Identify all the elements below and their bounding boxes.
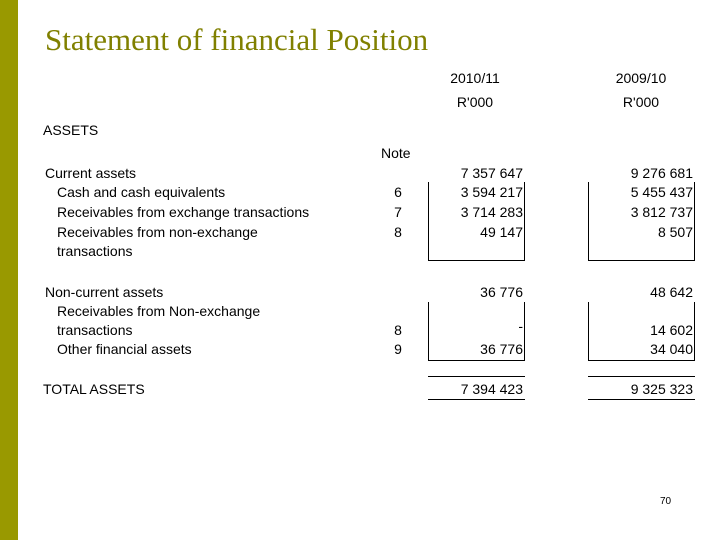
row-label-continued: transactions (57, 322, 133, 338)
total-underline-2011 (428, 399, 525, 400)
bracket-bottom-2011 (428, 260, 525, 261)
row-label: Cash and cash equivalents (57, 184, 226, 200)
row-value-2011: - (518, 318, 523, 334)
bracket-right-2011 (524, 302, 525, 360)
row-note: 9 (394, 341, 402, 357)
row-value-2010: 34 040 (650, 341, 693, 357)
row-note: 7 (394, 204, 402, 220)
row-value-2011: 36 776 (480, 341, 523, 357)
total-line-2010 (588, 376, 695, 377)
row-value-2010: 14 602 (650, 322, 693, 338)
row-value-2011: 3 714 283 (460, 204, 523, 220)
col-2010-unit: R'000 (622, 94, 660, 110)
row-note: 8 (394, 322, 402, 338)
row-note: 6 (394, 184, 402, 200)
row-label-continued: transactions (57, 243, 133, 259)
bracket-right-2010 (694, 182, 695, 260)
assets-heading: ASSETS (43, 122, 99, 138)
non-current-assets-label: Non-current assets (45, 284, 164, 300)
row-label: Receivables from Non-exchange (57, 303, 261, 319)
accent-sidebar (0, 0, 18, 540)
bracket-bottom-2010 (588, 360, 695, 361)
row-value-2010: 5 455 437 (630, 184, 693, 200)
row-value-2010: 8 507 (657, 224, 693, 240)
current-assets-total-2011: 7 357 647 (460, 165, 523, 181)
col-2010-year: 2009/10 (615, 70, 667, 86)
note-header: Note (381, 145, 411, 161)
page-number: 70 (660, 496, 672, 507)
bracket-right-2010 (694, 302, 695, 360)
bracket-right-2011 (524, 182, 525, 260)
row-value-2010: 3 812 737 (630, 204, 693, 220)
total-line-2011 (428, 376, 525, 377)
non-current-assets-total-2010: 48 642 (650, 284, 693, 300)
total-assets-2010: 9 325 323 (630, 381, 693, 397)
row-label: Receivables from non-exchange (57, 224, 258, 240)
bracket-bottom-2011 (428, 360, 525, 361)
row-label: Receivables from exchange transactions (57, 204, 310, 220)
row-label: Other financial assets (57, 341, 192, 357)
non-current-assets-total-2011: 36 776 (480, 284, 523, 300)
row-value-2011: 3 594 217 (460, 184, 523, 200)
current-assets-total-2010: 9 276 681 (630, 165, 693, 181)
current-assets-label: Current assets (45, 165, 137, 181)
total-assets-label: TOTAL ASSETS (43, 381, 145, 397)
row-value-2011: 49 147 (480, 224, 523, 240)
total-underline-2010 (588, 399, 695, 400)
bracket-left-2011 (428, 182, 429, 260)
col-2011-year: 2010/11 (450, 70, 500, 86)
total-assets-2011: 7 394 423 (460, 381, 523, 397)
col-2011-unit: R'000 (456, 94, 494, 110)
row-note: 8 (394, 224, 402, 240)
bracket-bottom-2010 (588, 260, 695, 261)
bracket-left-2011 (428, 302, 429, 360)
bracket-left-2010 (588, 182, 589, 260)
slide-title: Statement of financial Position (45, 22, 429, 57)
bracket-left-2010 (588, 302, 589, 360)
